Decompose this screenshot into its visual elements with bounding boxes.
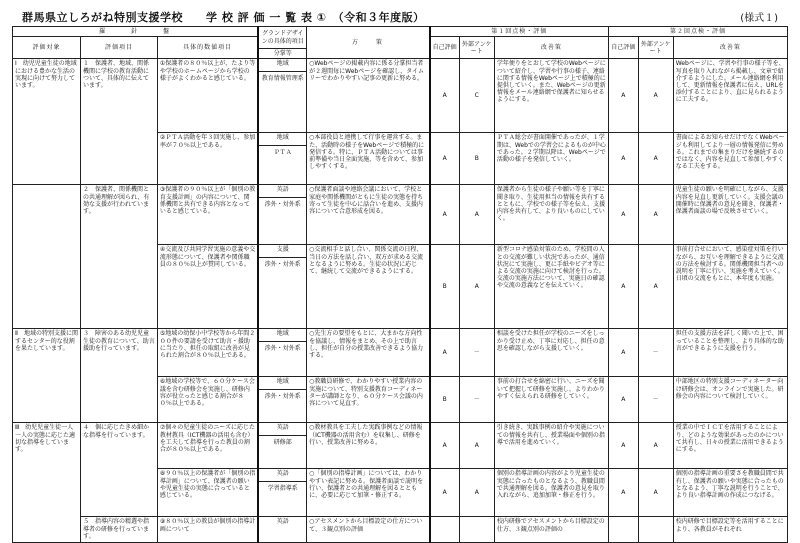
header-item: 評価項目 <box>81 37 158 59</box>
self-eval-1: A <box>430 59 460 133</box>
dept-primary: 地域 <box>276 60 289 68</box>
kaizen-1-cell: 保護者から生徒の様子や願い等を丁寧に聞き取り、生徒用担当の情報を共有するとともに、学校での様子等を伝え、支援内容を共有して、より良いものにしていく。 <box>494 185 608 245</box>
survey-eval-2: A <box>638 133 673 185</box>
table-row <box>13 185 788 245</box>
kaizen-1-cell: 学年便りをとおして学校のWebページについて紹介し、学習や行事の様子、連絡に関する情報をWebページ上で積極的に提供していく。また、Webページの更新情報をメール連絡網で保護者に知らせるようにする。 <box>494 59 608 133</box>
kaizen-1-cell: 個別の指導計画の内容がより児童生徒の実態に合ったものとなるよう、教職員間で共通理解を図る。保護者の意見を取り入れながら、追加加筆・修正を行う。 <box>494 469 608 517</box>
target-cell: Ⅱ 地域の特別支援に関するセンター的な役割を果たしています。 <box>13 329 81 423</box>
survey-eval-1: A <box>459 423 494 469</box>
self-eval-2: A <box>608 185 638 245</box>
dept-cell <box>258 423 306 469</box>
kaizen-1-cell: 相談を受けた担任が学校のニーズをしっかり受け止め、丁寧に対応し、担任の意思を確認しながら支援していく。 <box>494 329 608 377</box>
header-target: 評価対象 <box>13 37 81 59</box>
header-first-eval: 第１回点検・評価 <box>430 27 609 37</box>
dept-primary: 英語 <box>276 470 289 478</box>
table-row <box>13 517 788 543</box>
survey-eval-2: A <box>638 245 673 329</box>
numeric-cell: ⑥地域の学校等で、６０分ケース会議を含む研修会を実施し、研修内容が役立ったと感じる割合が８０％以上である。 <box>157 377 258 423</box>
dept-cell <box>258 185 306 245</box>
page-title: 群馬県立しろがね特別支援学校 学 校 評 価 一 覧 表 ① （令和３年度版） <box>22 11 425 24</box>
dept-secondary: 渉外・対外系 <box>259 257 306 268</box>
measure-cell: ○「個別の指導計画」については、わかりやすい表記に努める。保護者面談で説明を行い、保護者との共通理解を図るとともに、必要に応じて加筆・修正する。 <box>307 469 430 517</box>
dept-secondary: ＰＴＡ <box>259 145 306 156</box>
header-survey-2: 外部アンケート <box>638 37 673 59</box>
survey-eval-1: A <box>459 245 494 329</box>
dept-primary: 地域 <box>276 134 289 142</box>
self-eval-1: B <box>430 245 460 329</box>
self-eval-2 <box>608 517 638 543</box>
header-keikaku: 羅 針 盤 <box>13 27 259 37</box>
evaluation-table <box>12 26 788 543</box>
kaizen-1-cell: 新型コロナ感染対策のため、学校間の人との交流が難しい状況であったが、通信状況にて実施し、更に手紙やビデオ等による交流の実施に向けて検討を行った。交流の実施方法について、実施日の確認や交流の意義などを伝えていく。 <box>494 245 608 329</box>
header-housaku: 方 策 <box>307 27 430 59</box>
dept-primary: 英語 <box>276 186 289 194</box>
survey-eval-1: B <box>459 133 494 185</box>
measure-cell: ○教職員研修で、わかりやすい授業内容の実施について、特別支援教育コーディネーターが講師となり、６０分ケース会議の内容について見直す。 <box>307 377 430 423</box>
kaizen-2-cell: 校内研修で目標設定等を活用することにより、各教員がそれぞれ <box>673 517 787 543</box>
numeric-cell: ⑤地域の幼保小中学校等から年間２００件の要請を受けて助言・援助に当たり、担任の取組に改善が見られた割合が８０％以上である。 <box>157 329 258 377</box>
measure-cell: ○アセスメントから目標設定の仕方について、３観点別の評価 <box>307 517 430 543</box>
dept-secondary: 教育情報管理系 <box>259 71 306 82</box>
kaizen-2-cell: 個別の指導計画の重要さを教職員間で共有し、保護者の願いや実態に合ったものとなるよう、丁寧な説明を行うことで、より良い指導計画の作成につなげる。 <box>673 469 787 517</box>
measure-cell: ○Webページの掲載内容に係る分掌担当者が２週間毎にWebページを確認し、タイムリーでわかりやすい記事の更新に努める。 <box>307 59 430 133</box>
kaizen-1-cell: 校内研修でアセスメントから目標設定の仕方、３観点別の評価の <box>494 517 608 543</box>
item-cell: １ 保護者、地域、関係機関に学校の教育活動について、具体的に伝えています。 <box>81 59 158 185</box>
header-second-eval: 第２回点検・評価 <box>608 27 787 37</box>
dept-cell <box>258 377 306 423</box>
self-eval-1: A <box>430 329 460 377</box>
self-eval-2: A <box>608 469 638 517</box>
measure-cell: ○教材教具を工夫した実践事例などの情報（ICT機器の活用含む）を収集し、研修を行い、授業改善に努める。 <box>307 423 430 469</box>
measure-cell: ○本部役員と連携して行事を運営する。また、活動時の様子をWebページで積極的に発信する。特に、ＰＴＡ活動については事前準備や当日全面実施、等を含めて、参加しやすくする。 <box>307 133 430 185</box>
kaizen-1-cell: 引き続き、実践事例の紹介や実施についての情報を共有し、授業場面や個別の指導で活用を進めていく。 <box>494 423 608 469</box>
dept-secondary: 渉外・対外系 <box>259 197 306 208</box>
survey-eval-1: A <box>459 469 494 517</box>
self-eval-1: A <box>430 133 460 185</box>
dept-cell <box>258 59 306 133</box>
header-survey-1: 外部アンケート <box>459 37 494 59</box>
table-row <box>13 59 788 133</box>
survey-eval-1: C <box>459 59 494 133</box>
numeric-cell: ②ＰＴＡ活動を年３回実施し、参加率が７０％以上である。 <box>157 133 258 185</box>
kaizen-2-cell: 児童生徒の願いを明確にしながら、支援内容を見直し更新していく。支援会議の開催時に保護者の意見を聞き、保護者・保護者面談の場で反映させていく。 <box>673 185 787 245</box>
dept-cell <box>258 329 306 377</box>
item-cell: ３ 障害のある幼児児童生徒の教育について、助言援助を行っています。 <box>81 329 158 423</box>
target-cell: Ⅰ 幼児児童生徒の地域における豊かな生活の実現に向けて努力しています。 <box>13 59 81 185</box>
self-eval-1: A <box>430 423 460 469</box>
self-eval-1: A <box>430 185 460 245</box>
numeric-cell: ③保護者の９０％以上が「個別の教育支援計画」の内容について、関係機関と共有できる内容となっていると感じている。 <box>157 185 258 245</box>
header-kaizen-2: 改善策 <box>673 37 787 59</box>
self-eval-2: A <box>608 329 638 377</box>
survey-eval-1 <box>459 517 494 543</box>
dept-cell <box>258 245 306 329</box>
survey-eval-2: － <box>638 377 673 423</box>
table-row <box>13 329 788 377</box>
self-eval-2: A <box>608 245 638 329</box>
dept-primary: 支援 <box>276 246 289 254</box>
kaizen-2-cell: 中部地区の特別支援コーディネーター向け研修会は、オンラインで実施した。研修会の内容について検討していく。 <box>673 377 787 423</box>
kaizen-2-cell: 事前打合せにおいて、感染症対策を行いながら、お互いを理解できるように交流の方法を検討する。関係機関担当者への説明を丁寧に行い、実施を考えていく。日頃の交流をもとに、本年度も実施。 <box>673 245 787 329</box>
numeric-cell: ①保護者の８０％以上が、たより等や学校のホームページから学校の様子がよくわかると感じている。 <box>157 59 258 133</box>
kaizen-2-cell: 担任の支援方法を詳しく聞いた上で、困っていることを整理し、より具体的な助言ができるように支援を行う。 <box>673 329 787 377</box>
survey-eval-2: － <box>638 329 673 377</box>
dept-primary: 英語 <box>276 424 289 432</box>
numeric-cell: ⑨８０％以上の教員が個別の指導計画について <box>157 517 258 543</box>
survey-eval-1: － <box>459 329 494 377</box>
header-kaizen-1: 改善策 <box>494 37 608 59</box>
kaizen-2-cell: 書面によるお知らせだけでなくWebページも利用してより一層の情報発信に努める。これまでの集まりだけを継続するのではなく、内容を見直して参加しやすくなる工夫をする。 <box>673 133 787 185</box>
numeric-cell: ④交流及び共同学習実施の意義や交流形態について、保護者や関係職員の８０％以上が賛同している。 <box>157 245 258 329</box>
target-cell: Ⅲ 幼児児童生徒一人一人の実態に応じた適切な指導をしています。 <box>13 423 81 543</box>
dept-secondary: 渉外・対外系 <box>259 341 306 352</box>
form-number: (様式１) <box>740 13 778 24</box>
kaizen-1-cell: ＰＴＡ総会が書面開催であったが、１学期は、Webでの学習会によるものが中心であった。２学期以降は、Webページで活動の様子を発信していく。 <box>494 133 608 185</box>
survey-eval-2: A <box>638 59 673 133</box>
item-cell: ５ 指導内容の精選や指導者の研修を行っています。 <box>81 517 158 543</box>
survey-eval-1: － <box>459 377 494 423</box>
self-eval-2: A <box>608 133 638 185</box>
item-cell: ４ 個に応じたきめ細かな指導を行っています。 <box>81 423 158 517</box>
dept-primary: 地域 <box>276 330 289 338</box>
self-eval-1: B <box>430 377 460 423</box>
numeric-cell: ⑧９０％以上の保護者が「個別の指導計画」について、保護者の願いや児童生徒の実態に合っていると感じている。 <box>157 469 258 517</box>
dept-primary: 地域 <box>276 378 289 386</box>
self-eval-1 <box>430 517 460 543</box>
dept-primary: 英語 <box>276 518 289 526</box>
measure-cell: ○交流相手と話し合い、関係交流の日程、当日の方法を話し合い、双方が求める交流となるように努める。生徒の状況に応じて、継続して交流ができるようにする。 <box>307 245 430 329</box>
self-eval-2: A <box>608 59 638 133</box>
measure-cell: ○先生方の要望をもとに、大まかな方向性を協議し、情報をまとめ、その上で助言し、担任が自分の授業改善できるよう協力する。 <box>307 329 430 377</box>
self-eval-2: A <box>608 423 638 469</box>
dept-secondary: 学習指導系 <box>259 481 306 492</box>
survey-eval-2: A <box>638 185 673 245</box>
dept-cell <box>258 469 306 517</box>
dept-cell <box>258 517 306 543</box>
kaizen-2-cell: Webページに、学習や行事の様子等を、写真を取り入れながら掲載し、文章で紹介するようにした。メール連絡網を利用して、更新情報を保護者に伝え、URLを添付することにより、直に見られるように工夫する。 <box>673 59 787 133</box>
dept-cell <box>258 133 306 185</box>
survey-eval-2: A <box>638 423 673 469</box>
self-eval-2: A <box>608 377 638 423</box>
dept-secondary: 渉外・対外系 <box>259 389 306 400</box>
survey-eval-2: A <box>638 469 673 517</box>
survey-eval-1: A <box>459 185 494 245</box>
header-numeric: 具体的数値項目 <box>157 37 258 59</box>
target-cell <box>13 185 81 329</box>
header-self-1: 自己評価 <box>430 37 460 59</box>
header-bunshou: 分掌等 <box>258 49 306 59</box>
survey-eval-2 <box>638 517 673 543</box>
table-row <box>13 423 788 469</box>
measure-cell: ○保護者面談や連絡会議において、学校と家庭や関係機関がともに生徒の実態を持ち寄って生徒を中心に話合いを進め、支援内容について合意形成を図る。 <box>307 185 430 245</box>
header-self-2: 自己評価 <box>608 37 638 59</box>
kaizen-1-cell: 事前の打合せを綿密に行い、ニーズを聞いて把握して研修を実施し、よりわかりやすく伝えられる研修をしていく。 <box>494 377 608 423</box>
kaizen-2-cell: 授業の中でＩＣＴを活用することにより、どのような効果があったのかについて共有し、日々の授業に活用できるようにする。 <box>673 423 787 469</box>
header-grand-design: グランドデザインの具体的項目 <box>258 27 306 49</box>
self-eval-1: A <box>430 469 460 517</box>
numeric-cell: ⑦個々の児童生徒のニーズに応じた教材教具（ICT機器の活用も含む）を工夫して指導を行った教員の割合が８０％以上である。 <box>157 423 258 469</box>
item-cell: ２ 保護者、関係機関との共通理解が図られ、有効な支援が行われています。 <box>81 185 158 329</box>
title-bar <box>0 0 800 26</box>
dept-secondary: 研修部 <box>259 435 306 446</box>
